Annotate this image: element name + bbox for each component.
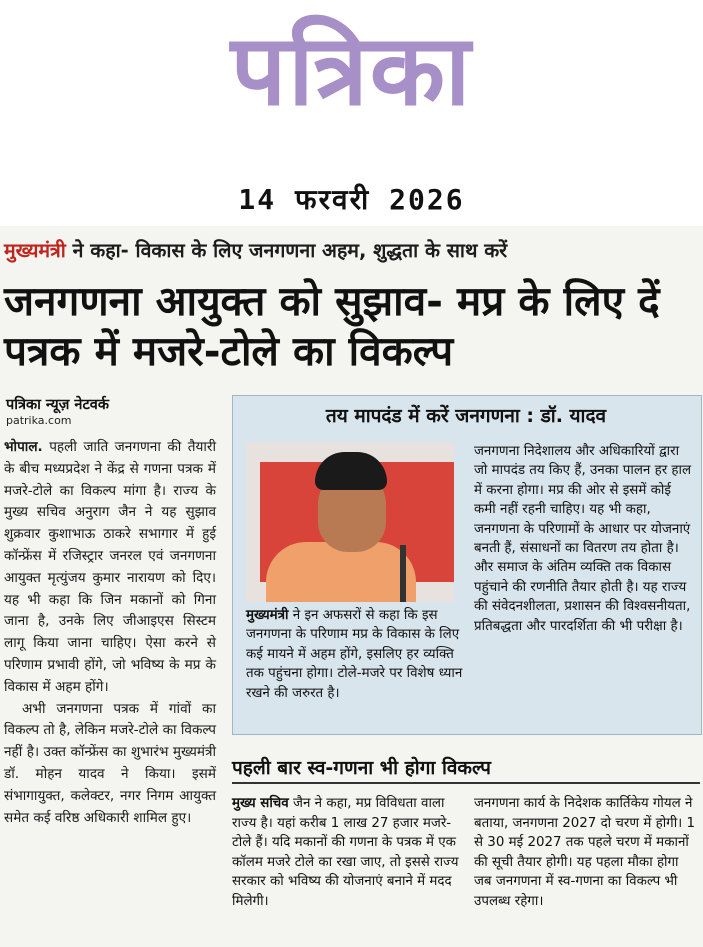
section2-left-lead: मुख्य सचिव — [232, 796, 289, 811]
byline: पत्रिका न्यूज़ नेटवर्क — [6, 397, 109, 413]
article-para-1: पहली जाति जनगणना की तैयारी के बीच मध्यप्रदेश ने केंद्र से गणना पत्रक में मजरे-टोले का विकल्प मांगा है। राज्य के मुख्य सचिव अनुराग जैन ने यह सुझाव शुक्रवार कुशाभाऊ ठाकरे सभागार में हुई कॉन्फ्रेंस में रजिस्ट्रार जनरल एवं जनगणना आयुक्त मृत्युंजय कुमार नारायण को दिए। यह भी कहा कि जिन मकानों को गिना जाना है, उनके लिए जीआइएस सिस्टम लागू किया जाना चाहिए। ऐसा करने से परिणाम प्रभावी होंगे, जो भविष्य के मप्र के विकास में अहम होंगे। — [4, 439, 216, 695]
kicker-text: ने कहा- विकास के लिए जनगणना अहम, शुद्धता के साथ करें — [72, 239, 508, 262]
box-left-lead: मुख्यमंत्री — [246, 608, 289, 623]
box-right-text: जनगणना निदेशालय और अधिकारियों द्वारा जो मापदंड तय किए हैं, उनका पालन हर हाल में करना होगा। मप्र की ओर से इसमें कोई कमी नहीं रहनी चाहिए। यह भी कहा, जनगणना के परिणामों के आधार पर योजनाएं बनती हैं, संसाधनों का वितरण तय होता है। और समाज के अंतिम व्यक्ति तक विकास पहुंचाने की रणनीति तैयार होती है। यह राज्य की संवेदनशीलता, प्रशासन की विश्वसनीयता, प्रतिबद्धता और पारदर्शिता की भी परीक्षा है। — [474, 444, 692, 634]
kicker-tag: मुख्यमंत्री — [4, 239, 66, 262]
masthead-logo: पत्रिका — [230, 13, 473, 128]
article-para-2: अभी जनगणना पत्रक में गांवों का विकल्प तो है, लेकिन मजरे-टोले का विकल्प नहीं है। उक्त कॉन्फ्रेंस का शुभारंभ मुख्यमंत्री डॉ. मोहन यादव ने किया। इसमें संभागायुक्त, कलेक्टर, नगर निगम आयुक्त समेत कई वरिष्ठ अधिकारी शामिल हुए। — [4, 700, 216, 826]
site-link: patrika.com — [6, 414, 72, 427]
section2-rule — [232, 782, 700, 784]
section2-right: जनगणना कार्य के निदेशक कार्तिकेय गोयल ने बताया, जनगणना 2027 दो चरण में होगी। 1 से 30 मई 2027 तक पहले चरण में मकानों की सूची तैयार होगी। यह पहला मौका होगा जब जनगणना में स्व-गणना का विकल्प भी उपलब्ध रहेगा। — [474, 796, 696, 909]
kicker-line — [4, 236, 699, 263]
dateline: भोपाल. — [4, 439, 43, 455]
box-title: तय मापदंड में करें जनगणना : डॉ. यादव — [325, 405, 607, 427]
headline: जनगणना आयुक्त को सुझाव- मप्र के लिए दें पत्रक में मजरे-टोले का विकल्प — [4, 277, 660, 375]
article-column-1 — [4, 437, 216, 829]
box-left-body: ने इन अफसरों से कहा कि इस जनगणना के परिणाम मप्र के विकास के लिए कई मायने में अहम होंगे, इसलिए हर व्यक्ति तक पहुंचना होगा। टोले-मजरे पर विशेष ध्यान रखने की जरुरत है। — [246, 608, 463, 701]
section2-title: पहली बार स्व-गणना भी होगा विकल्प — [232, 757, 491, 779]
microphone-icon — [400, 545, 406, 602]
section2-left — [232, 794, 464, 912]
clipping-date: 14 फरवरी 2026 — [238, 183, 465, 216]
box-left-text — [246, 606, 472, 703]
section2-left-body: जैन ने कहा, मप्र विविधता वाला राज्य है। यहां करीब 1 लाख 27 हजार मजरे-टोले हैं। यदि मकानों की गणना के पत्रक में एक कॉलम मजरे टोले का रखा जाए, तो इससे राज्य सरकार को भविष्य की योजनाएं बनाने में मदद मिलेगी। — [232, 796, 459, 909]
